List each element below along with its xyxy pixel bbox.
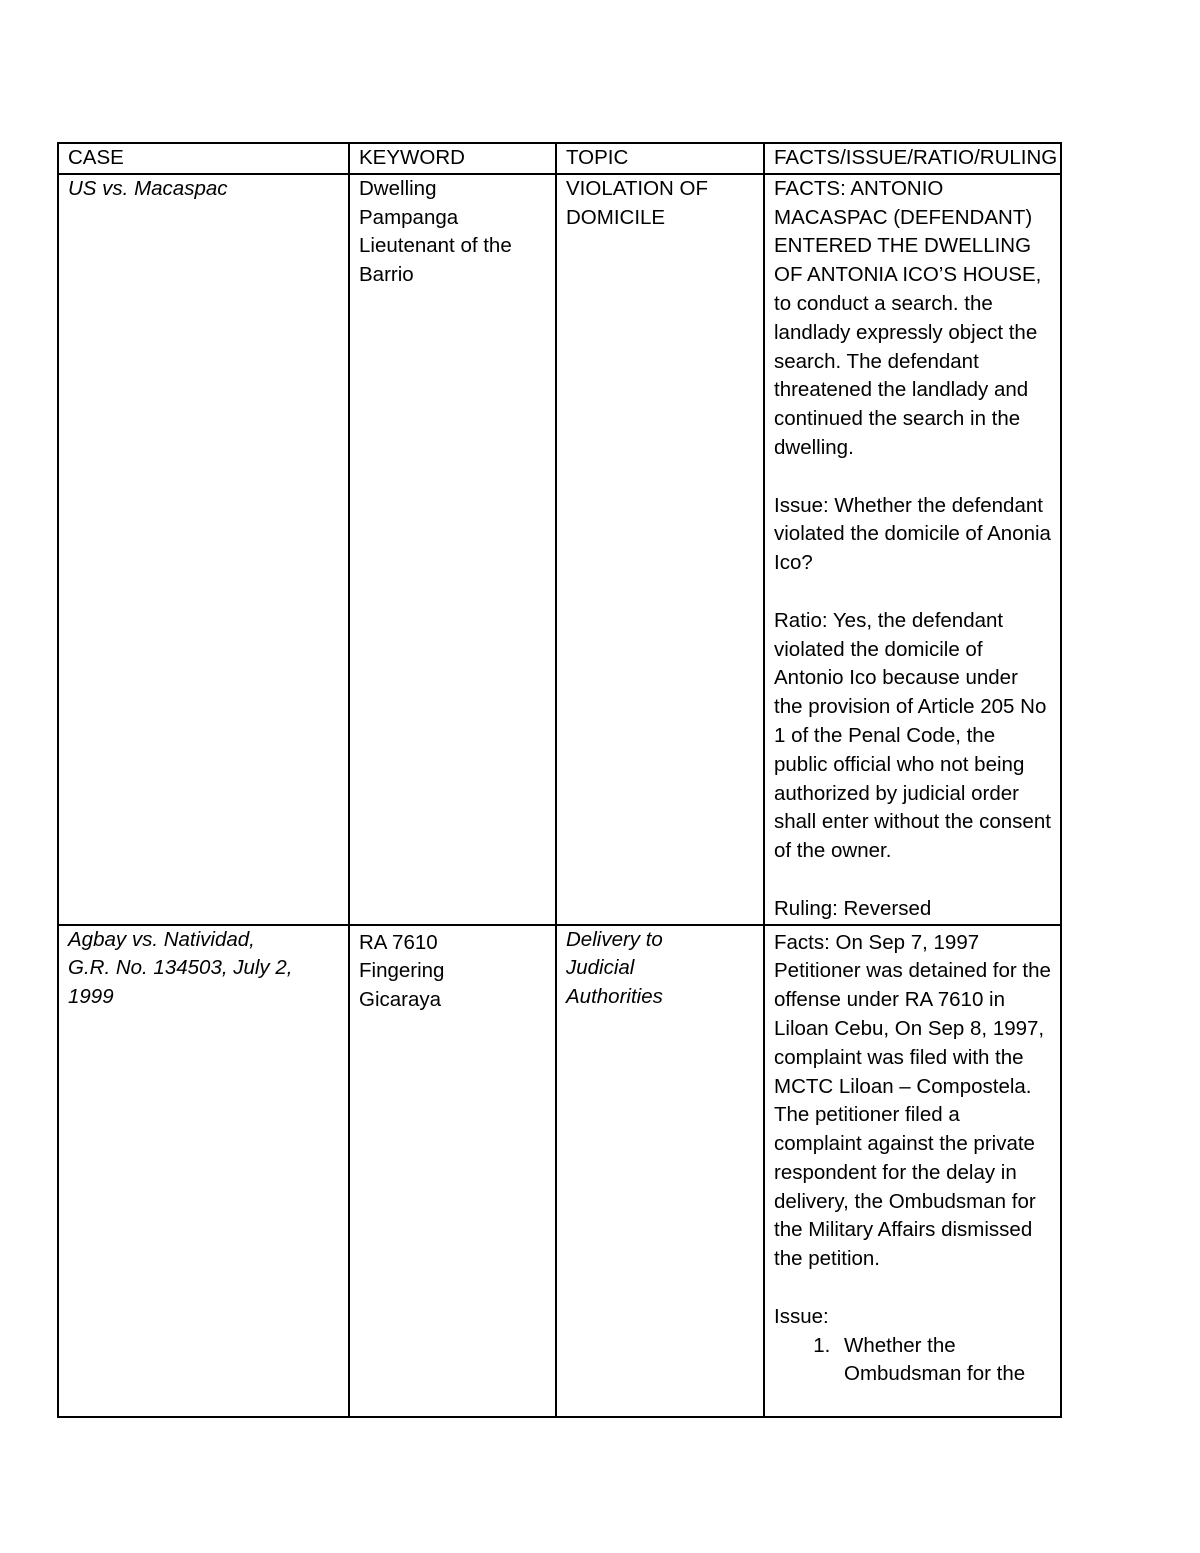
case-cell	[58, 925, 349, 1417]
case-title-line: Agbay vs. Natividad,	[68, 927, 255, 951]
keyword-cell	[349, 925, 556, 1417]
header-facts: FACTS/ISSUE/RATIO/RULING	[764, 143, 1061, 174]
topic-cell	[556, 174, 764, 925]
topic-line: Delivery to	[566, 927, 663, 951]
case-cell	[58, 174, 349, 925]
issue-label: Issue:	[774, 1304, 829, 1328]
keyword-item: Dwelling	[359, 176, 437, 200]
keyword-item: Barrio	[359, 263, 414, 287]
header-keyword: KEYWORD	[349, 143, 556, 174]
ratio-paragraph: Ratio: Yes, the defendant violated the domicile of Antonio Ico because under the provision of Article 205 No 1 of the Penal Code, the public official who not being authorized by judicial order shall enter without the consent of the owner.	[774, 608, 1051, 863]
facts-cell	[764, 174, 1061, 925]
keyword-item: Lieutenant of the	[359, 234, 512, 258]
facts-paragraph: FACTS: ANTONIO MACASPAC (DEFENDANT) ENTERED THE DWELLING OF ANTONIA ICO’S HOUSE, to conduct a search. the landlady expressly object the search. The defendant threatened the landlady and continued the search in the dwelling.	[774, 176, 1042, 459]
table-header-row	[58, 143, 1061, 174]
header-case: CASE	[58, 143, 349, 174]
case-title-line: 1999	[68, 985, 114, 1009]
issue-list	[774, 1332, 1051, 1390]
table-row	[58, 174, 1061, 925]
case-title-line: G.R. No. 134503, July 2,	[68, 956, 293, 980]
topic-line: Judicial	[566, 956, 635, 980]
issue-paragraph: Issue: Whether the defendant violated the domicile of Anonia Ico?	[774, 493, 1051, 575]
keyword-cell	[349, 174, 556, 925]
topic-line: Authorities	[566, 985, 663, 1009]
topic-cell	[556, 925, 764, 1417]
case-digest-table	[57, 142, 1062, 1418]
keyword-item: RA 7610	[359, 930, 438, 954]
keyword-item: Gicaraya	[359, 988, 442, 1012]
case-title: US vs. Macaspac	[68, 176, 228, 200]
ruling-paragraph: Ruling: Reversed	[774, 896, 932, 920]
topic-line: DOMICILE	[566, 205, 666, 229]
facts-cell	[764, 925, 1061, 1417]
keyword-item: Pampanga	[359, 205, 459, 229]
issue-item: 1. Whether the Ombudsman for the	[836, 1332, 1051, 1390]
table-row	[58, 925, 1061, 1417]
facts-paragraph: Facts: On Sep 7, 1997 Petitioner was detained for the offense under RA 7610 in Liloan Cebu, On Sep 8, 1997, complaint was filed with the MCTC Liloan – Compostela. The petitioner filed a complaint against the private respondent for the delay in delivery, the Ombudsman for the Military Affairs dismissed the petition.	[774, 930, 1051, 1271]
header-topic: TOPIC	[556, 143, 764, 174]
keyword-item: Fingering	[359, 959, 445, 983]
topic-line: VIOLATION OF	[566, 176, 708, 200]
